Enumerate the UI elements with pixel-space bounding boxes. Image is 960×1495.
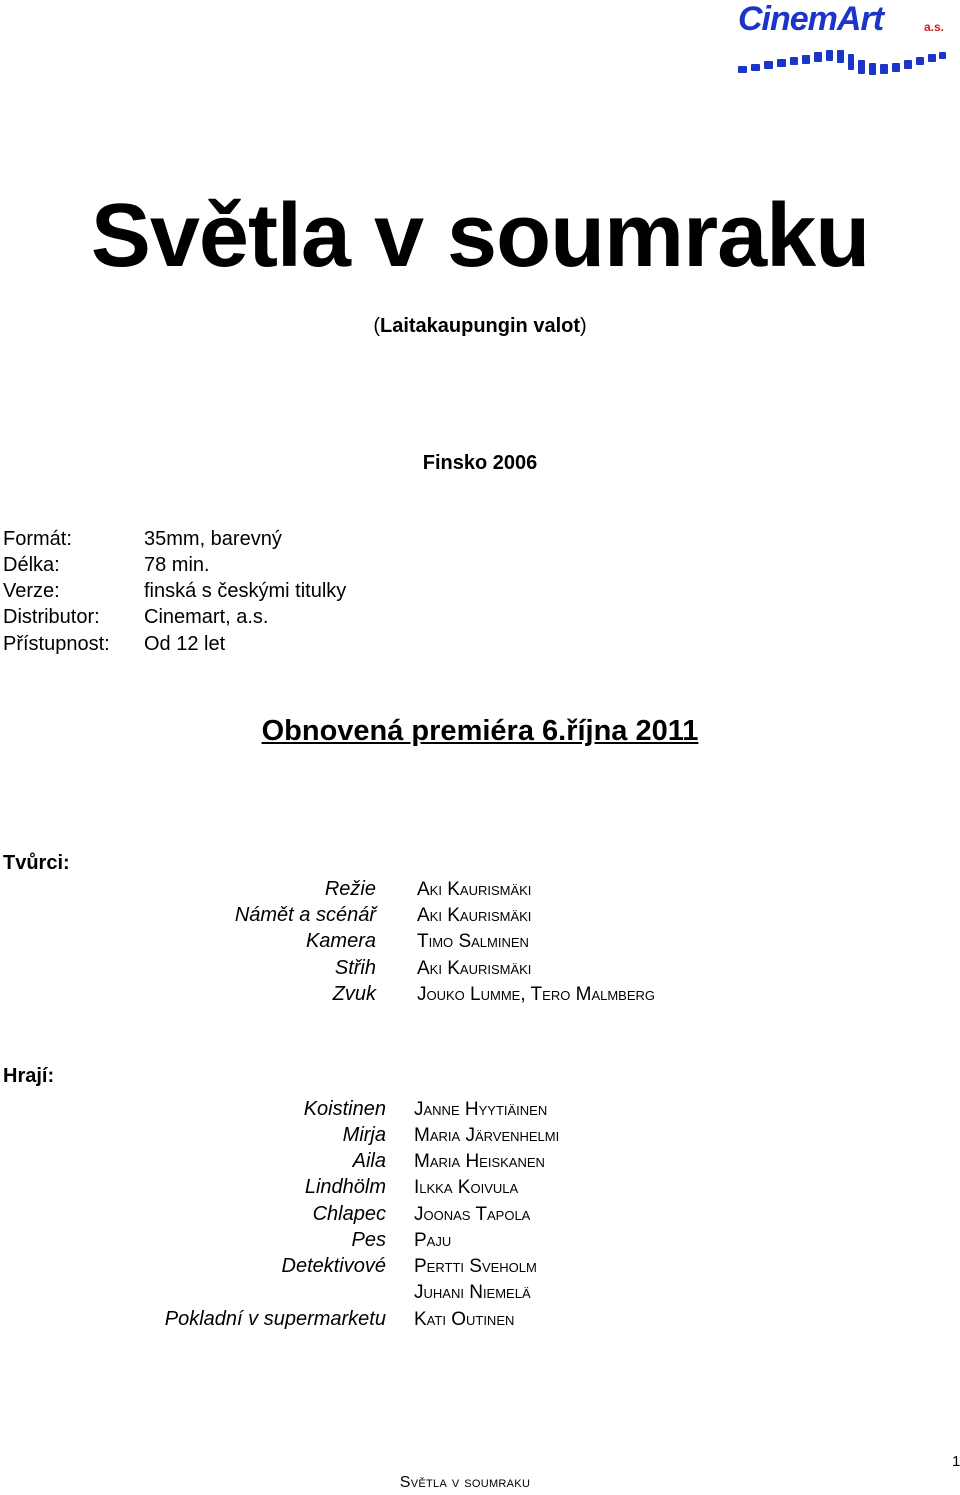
logo-suffix: a.s. (924, 20, 945, 34)
info-value: 78 min. (144, 554, 210, 576)
cast-name: Juhani Niemelä (414, 1282, 531, 1303)
logo-wordmark: CinemArt (738, 0, 884, 38)
info-value: 35mm, barevný (144, 528, 282, 550)
page-number: 1 (952, 1453, 960, 1470)
crew-role: Kamera (305, 930, 376, 952)
cast-name: Maria Järvenhelmi (414, 1125, 560, 1146)
cast-name: Maria Heiskanen (414, 1151, 545, 1172)
original-title (0, 315, 960, 338)
cast-name: Pertti Sveholm (414, 1256, 537, 1277)
crew-heading: Tvůrci: (3, 852, 70, 874)
cast-name: Ilkka Koivula (414, 1177, 519, 1198)
info-label: Distributor: (3, 606, 100, 628)
cast-role: Pokladní v supermarketu (164, 1308, 386, 1330)
crew-role: Zvuk (332, 983, 376, 1005)
film-title: Světla v soumraku (90, 186, 870, 286)
info-label: Formát: (3, 528, 72, 550)
page-footer: Světla v soumraku (399, 1474, 531, 1491)
cast-role: Mirja (342, 1124, 386, 1146)
crew-role: Režie (324, 878, 376, 900)
cast-role: Koistinen (303, 1098, 386, 1120)
crew-name: Aki Kaurismäki (417, 905, 532, 926)
crew-role: Námět a scénář (234, 904, 376, 926)
cast-name: Paju (414, 1230, 452, 1251)
info-label: Přístupnost: (3, 633, 110, 655)
crew-name: Timo Salminen (417, 931, 529, 952)
cast-name: Janne Hyytiäinen (414, 1099, 548, 1120)
premiere-date: Obnovená premiéra 6.října 2011 (261, 715, 699, 747)
original-title-text: Laitakaupungin valot (379, 315, 581, 337)
original-title-close: ) (580, 315, 587, 337)
film-strip-icon (736, 38, 948, 82)
cast-role: Detektivové (281, 1255, 386, 1277)
cast-role: Chlapec (312, 1203, 386, 1225)
country-year: Finsko 2006 (422, 452, 538, 474)
cast-role: Aila (352, 1150, 386, 1172)
crew-name: Jouko Lumme, Tero Malmberg (417, 984, 656, 1005)
crew-role: Střih (334, 957, 376, 979)
info-value: Cinemart, a.s. (144, 606, 269, 628)
info-label: Délka: (3, 554, 60, 576)
cast-name: Kati Outinen (414, 1309, 515, 1330)
info-value: finská s českými titulky (144, 580, 347, 602)
cast-role: Lindhölm (304, 1176, 386, 1198)
info-value: Od 12 let (144, 633, 226, 655)
crew-name: Aki Kaurismäki (417, 958, 532, 979)
cast-role: Pes (351, 1229, 386, 1251)
crew-name: Aki Kaurismäki (417, 879, 532, 900)
cast-name: Joonas Tapola (414, 1204, 531, 1225)
original-title-open: ( (373, 315, 380, 337)
cast-heading: Hrají: (3, 1065, 55, 1087)
info-label: Verze: (3, 580, 60, 602)
